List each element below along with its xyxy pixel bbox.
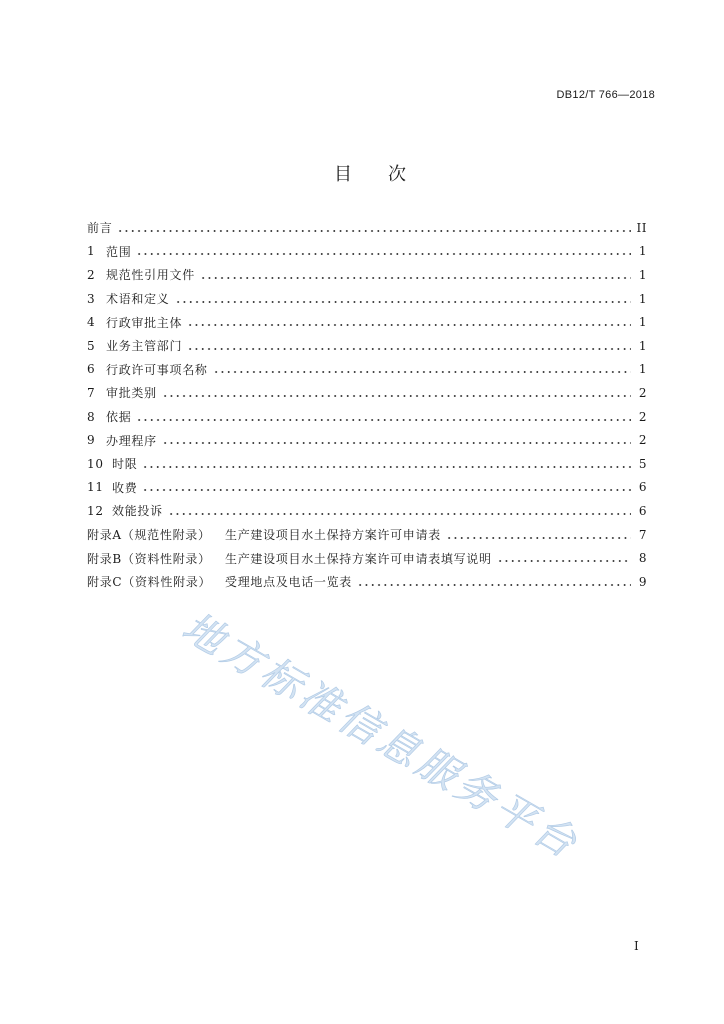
toc-appendix-label: 附录B（资料性附录）: [87, 551, 211, 566]
toc-entry-page: 9: [638, 574, 647, 589]
toc-entry-title: 行政审批主体: [106, 315, 183, 330]
toc-entry-3: [87, 287, 647, 311]
toc-leader-dots: [497, 557, 631, 565]
toc-leader-dots: [117, 227, 630, 235]
toc-entry-foreword: [87, 216, 647, 240]
toc-entry-8: [87, 405, 647, 429]
toc-entry-title: 效能投诉: [112, 504, 163, 519]
toc-entry-title: 行政许可事项名称: [106, 362, 208, 377]
toc-appendix-label: 附录A（规范性附录）: [87, 528, 211, 543]
toc-entry-page: 5: [638, 456, 647, 471]
toc-entry-number: 4: [87, 315, 96, 330]
toc-entry-page: 2: [638, 409, 647, 424]
toc-entry-12: [87, 499, 647, 523]
toc-leader-dots: [162, 439, 631, 447]
toc-entry-number: 8: [87, 409, 96, 424]
table-of-contents: [87, 216, 647, 594]
toc-entry-1: [87, 240, 647, 264]
toc-entry-page: 2: [638, 433, 647, 448]
toc-leader-dots: [187, 345, 631, 353]
page-title: 目 次: [334, 164, 406, 185]
toc-leader-dots: [142, 486, 631, 494]
toc-entry-number: 5: [87, 338, 96, 353]
toc-entry-page: 1: [638, 338, 647, 353]
toc-entry-number: 11: [87, 480, 104, 495]
toc-entry-7: [87, 381, 647, 405]
toc-entry-title: 审批类别: [106, 386, 157, 401]
toc-leader-dots: [357, 581, 631, 589]
toc-entry-title: 范围: [106, 244, 132, 259]
toc-leader-dots: [168, 510, 631, 518]
toc-entry-4: [87, 310, 647, 334]
toc-entry-title: 规范性引用文件: [106, 268, 195, 283]
toc-leader-dots: [136, 250, 631, 258]
page-number: I: [634, 939, 639, 953]
toc-entry-5: [87, 334, 647, 358]
toc-entry-page: 2: [638, 385, 647, 400]
toc-appendix-label: 附录C（资料性附录）: [87, 575, 212, 590]
toc-entry-page: 6: [638, 480, 647, 495]
toc-entry-title: 生产建设项目水土保持方案许可申请表填写说明: [225, 551, 492, 566]
toc-entry-page: 1: [638, 362, 647, 377]
toc-entry-number: 7: [87, 385, 96, 400]
toc-leader-dots: [142, 463, 631, 471]
toc-entry-appendix-b: [87, 546, 647, 570]
toc-leader-dots: [213, 368, 631, 376]
toc-leader-dots: [175, 298, 631, 306]
toc-entry-number: 1: [87, 244, 96, 259]
toc-entry-number: 2: [87, 267, 96, 282]
toc-leader-dots: [187, 321, 631, 329]
toc-entry-10: [87, 452, 647, 476]
toc-entry-page: 6: [638, 503, 647, 518]
toc-entry-page: 1: [638, 315, 647, 330]
toc-entry-page: 1: [638, 291, 647, 306]
toc-entry-9: [87, 428, 647, 452]
toc-entry-title: 受理地点及电话一览表: [225, 575, 353, 590]
toc-entry-page: II: [636, 220, 647, 235]
toc-entry-title: 时限: [112, 457, 138, 472]
toc-entry-page: 8: [638, 551, 647, 566]
toc-leader-dots: [200, 274, 631, 282]
toc-entry-number: 9: [87, 433, 96, 448]
toc-entry-title: 业务主管部门: [106, 339, 183, 354]
toc-entry-appendix-a: [87, 523, 647, 547]
toc-entry-appendix-c: [87, 570, 647, 594]
toc-entry-title: 术语和定义: [106, 292, 170, 307]
toc-leader-dots: [162, 392, 631, 400]
watermark: 地方标准信息服务平台: [174, 604, 588, 869]
toc-entry-title: 依据: [106, 410, 132, 425]
document-code: DB12/T 766—2018: [556, 89, 655, 101]
toc-entry-title: 收费: [112, 480, 138, 495]
toc-entry-number: 6: [87, 362, 96, 377]
toc-entry-title: 办理程序: [106, 433, 157, 448]
toc-entry-title: 前言: [87, 221, 113, 236]
toc-leader-dots: [136, 416, 631, 424]
toc-entry-page: 1: [638, 244, 647, 259]
toc-entry-6: [87, 358, 647, 382]
toc-entry-number: 3: [87, 291, 96, 306]
toc-entry-11: [87, 476, 647, 500]
toc-entry-page: 7: [638, 527, 647, 542]
toc-entry-title: 生产建设项目水土保持方案许可申请表: [225, 528, 441, 543]
toc-entry-page: 1: [638, 267, 647, 282]
toc-entry-number: 12: [87, 503, 104, 518]
toc-entry-number: 10: [87, 456, 104, 471]
toc-leader-dots: [446, 534, 631, 542]
toc-entry-2: [87, 263, 647, 287]
